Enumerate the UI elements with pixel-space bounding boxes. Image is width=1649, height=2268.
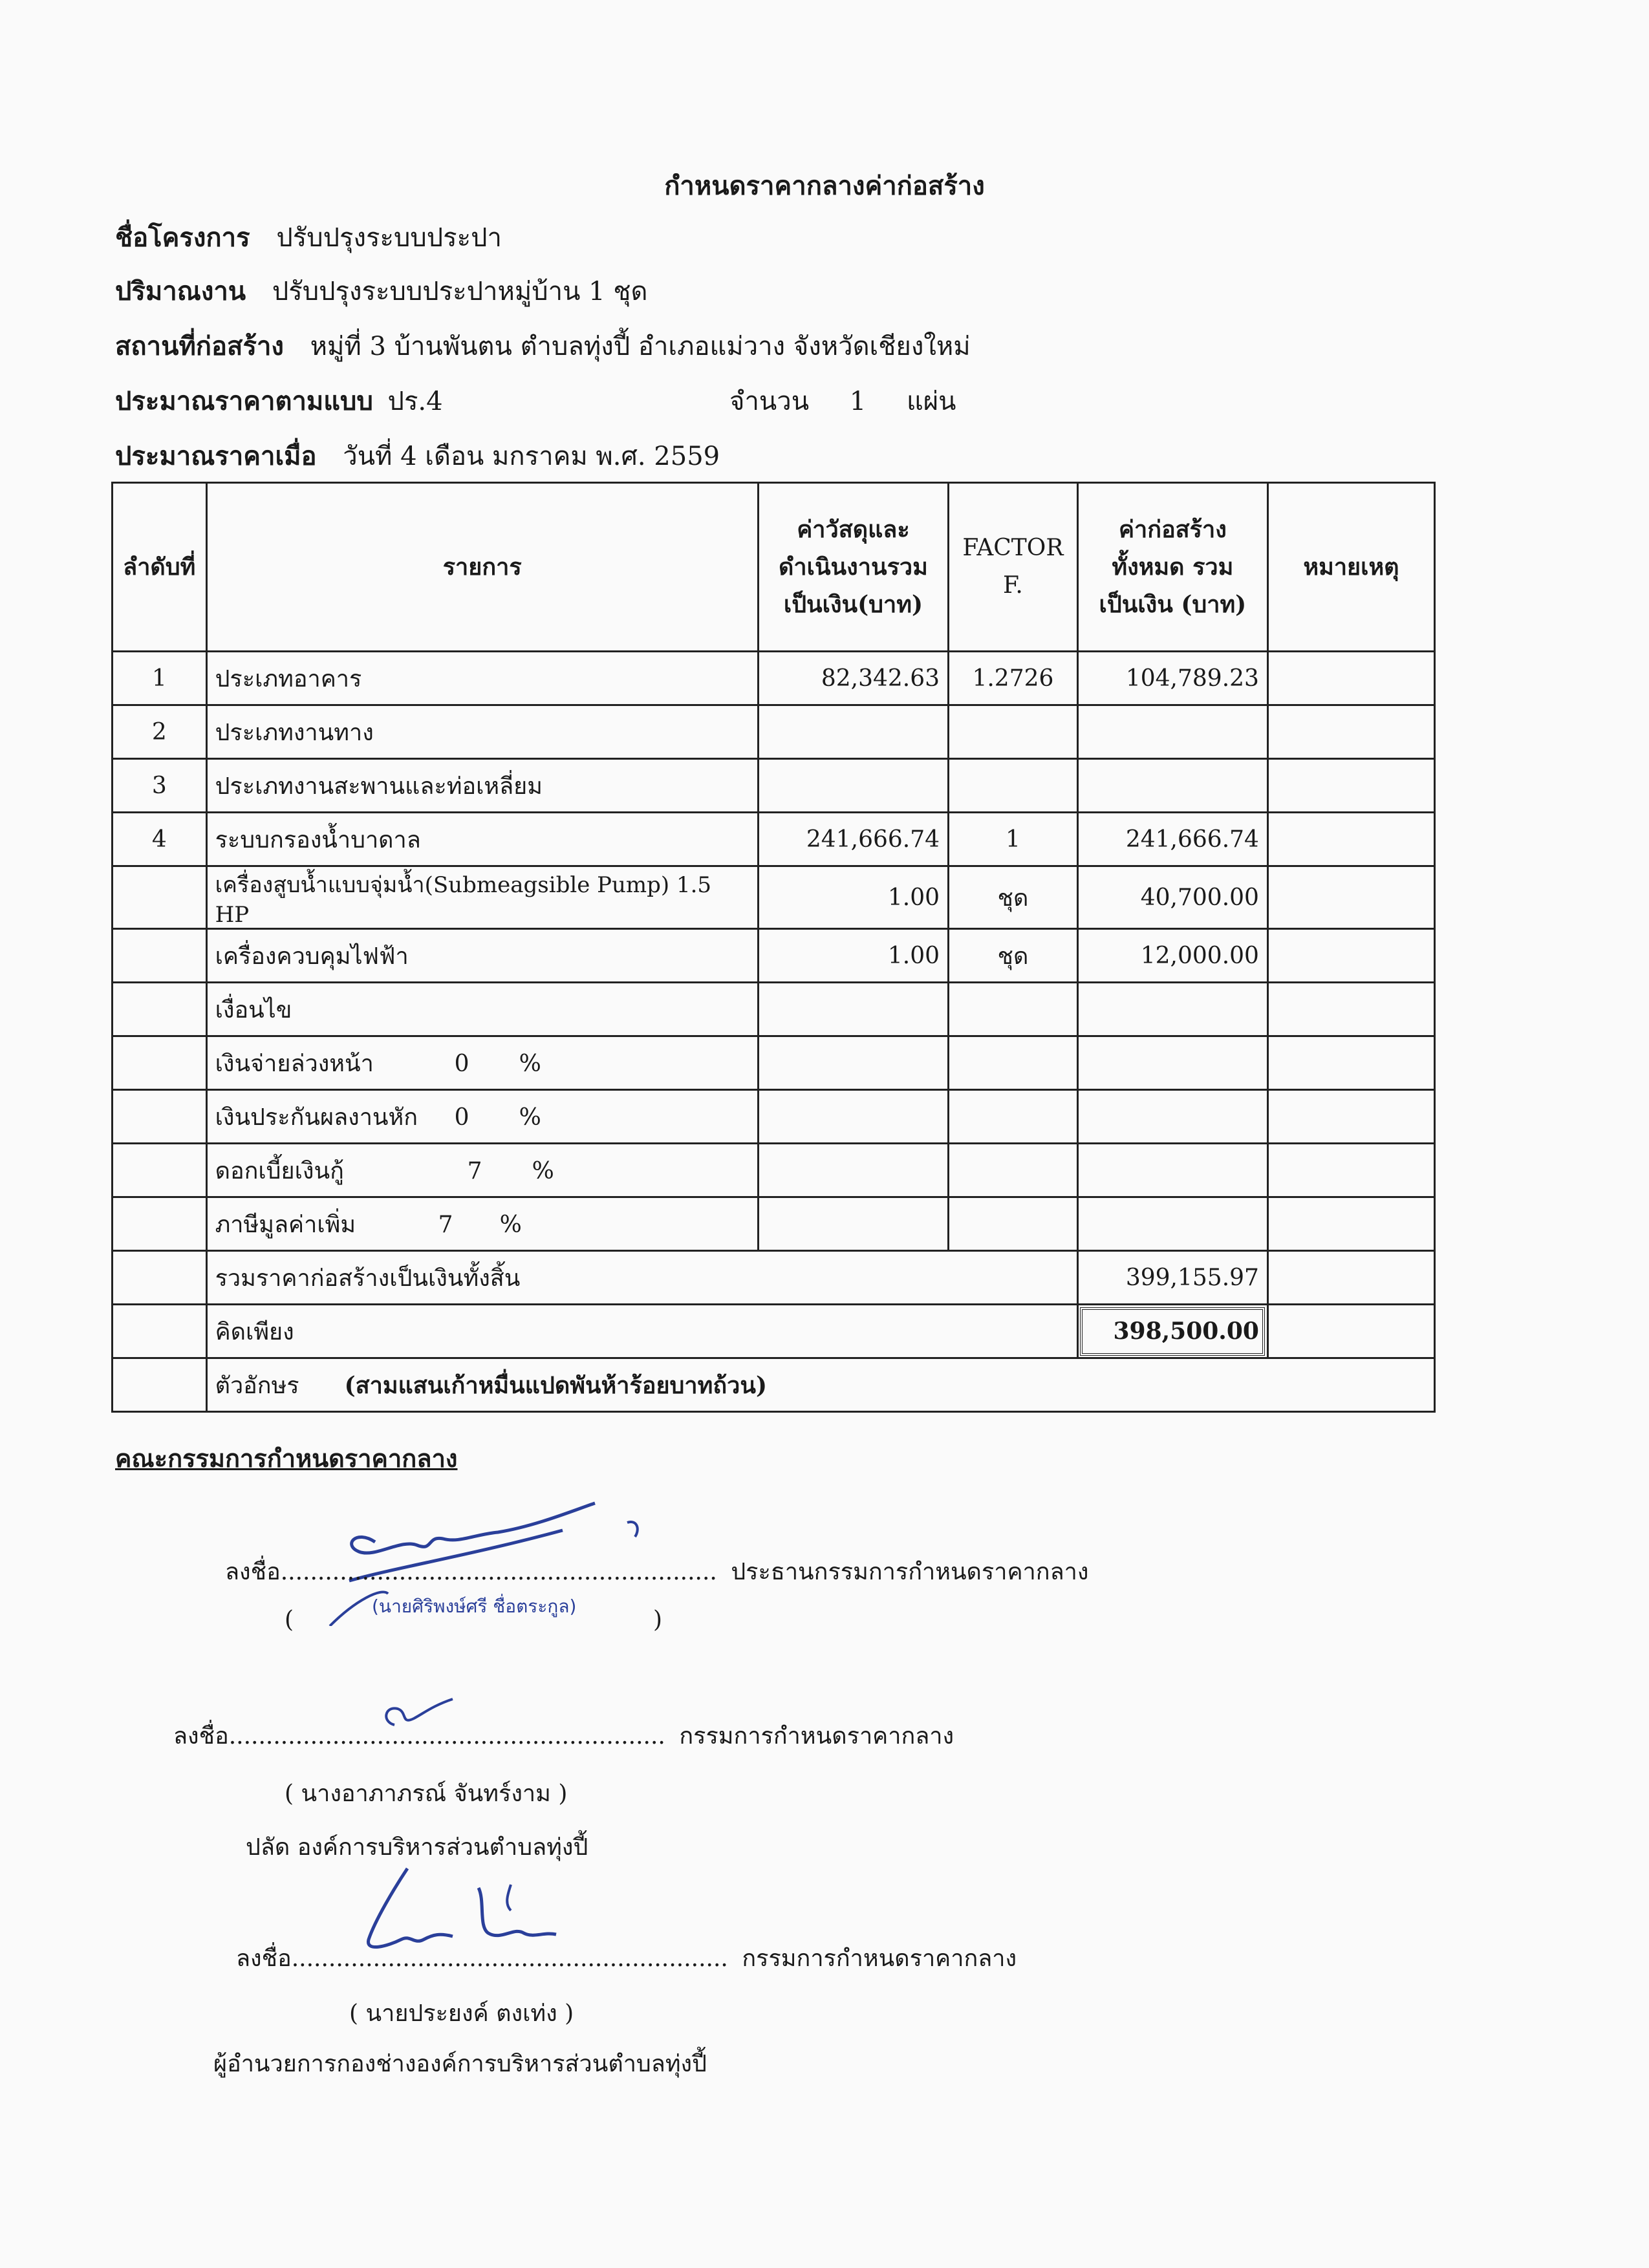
- committee-title: คณะกรรมการกำหนดราคากลาง: [115, 1444, 458, 1473]
- sheet-count-unit: แผ่น: [906, 387, 956, 416]
- table-row: 1 ประเภทอาคาร 82,342.63 1.2726 104,789.23: [113, 652, 1435, 705]
- sum-row: รวมราคาก่อสร้างเป็นเงินทั้งสิ้น 399,155.97: [113, 1251, 1435, 1305]
- table-row: 3 ประเภทงานสะพานและท่อเหลี่ยม: [113, 759, 1435, 813]
- project-value: ปรับปรุงระบบประปา: [276, 223, 502, 253]
- conditions-row: เงื่อนไข: [113, 983, 1435, 1036]
- member1-name: ( นางอาภาภรณ์ จันทร์งาม ): [285, 1781, 568, 1807]
- chair-sign-line: ลงชื่อ........................................................... ประธานกรรมการกำหนดราคากลาง: [225, 1559, 1089, 1585]
- quantity-value: ปรับปรุงระบบประปาหมู่บ้าน 1 ชุด: [272, 277, 648, 306]
- estimate-date-line: [115, 435, 720, 476]
- header-material: ค่าวัสดุและ ดำเนินงานรวม เป็นเงิน(บาท): [758, 483, 948, 652]
- table-row: 4 ระบบกรองน้ำบาดาล 241,666.74 1 241,666.74: [113, 813, 1435, 866]
- location-value: หมู่ที่ 3 บ้านพันตน ตำบลทุ่งปี้ อำเภอแม่วาง จังหวัดเชียงใหม่: [310, 332, 971, 361]
- header-factor: FACTOR F.: [949, 483, 1078, 652]
- rounded-value: 398,500.00: [1077, 1305, 1267, 1358]
- amount-in-words: (สามแสนเก้าหมื่นแปดพันห้าร้อยบาทถ้วน): [344, 1371, 767, 1399]
- project-label: ชื่อโครงการ: [115, 222, 250, 253]
- words-row: ตัวอักษร (สามแสนเก้าหมื่นแปดพันห้าร้อยบาทถ้วน): [113, 1358, 1435, 1412]
- header-item: รายการ: [206, 483, 758, 652]
- price-table: [111, 482, 1436, 1413]
- estimate-date-value: วันที่ 4 เดือน มกราคม พ.ศ. 2559: [343, 442, 720, 471]
- chair-role: ประธานกรรมการกำหนดราคากลาง: [731, 1559, 1089, 1585]
- chair-close-paren: ): [653, 1607, 663, 1633]
- condition-row: ภาษีมูลค่าเพิ่ม 7 %: [113, 1197, 1435, 1251]
- member2-position: ผู้อำนวยการกองช่างองค์การบริหารส่วนตำบลทุ่งปี้: [213, 2051, 707, 2077]
- sum-value: 399,155.97: [1077, 1251, 1267, 1305]
- table-row: เครื่องสูบน้ำแบบจุ่มน้ำ(Submeagsible Pump) 1.5 HP 1.00 ชุด 40,700.00: [113, 866, 1435, 929]
- condition-row: เงินประกันผลงานหัก 0 %: [113, 1090, 1435, 1144]
- estimate-form-value: ปร.4: [387, 387, 443, 416]
- member1-position: ปลัด องค์การบริหารส่วนตำบลทุ่งปี้: [246, 1834, 588, 1861]
- member2-name: ( นายประยงค์ ตงเท่ง ): [349, 2000, 574, 2027]
- condition-row: เงินจ่ายล่วงหน้า 0 %: [113, 1036, 1435, 1090]
- estimate-form-line: [115, 380, 443, 422]
- location-label: สถานที่ก่อสร้าง: [115, 331, 284, 361]
- member2-sign-line: ลงชื่อ........................................................... กรรมการกำหนดราคากลาง: [236, 1945, 1017, 1972]
- quantity-label: ปริมาณงาน: [115, 276, 246, 306]
- table-row: 2 ประเภทงานทาง: [113, 705, 1435, 759]
- header-no: ลำดับที่: [113, 483, 207, 652]
- location-line: [115, 325, 971, 367]
- member2-role: กรรมการกำหนดราคากลาง: [742, 1945, 1017, 1972]
- header-total: ค่าก่อสร้าง ทั้งหมด รวม เป็นเงิน (บาท): [1077, 483, 1267, 652]
- table-row: เครื่องควบคุมไฟฟ้า 1.00 ชุด 12,000.00: [113, 929, 1435, 983]
- project-line: [115, 217, 502, 258]
- quantity-line: [115, 270, 647, 312]
- header-note: หมายเหตุ: [1267, 483, 1434, 652]
- sheet-count: [729, 380, 956, 422]
- condition-row: ดอกเบี้ยเงินกู้ 7 %: [113, 1144, 1435, 1197]
- rounded-row: คิดเพียง 398,500.00: [113, 1305, 1435, 1358]
- chair-open-paren: (: [285, 1607, 294, 1633]
- member1-role: กรรมการกำหนดราคากลาง: [679, 1723, 954, 1749]
- estimate-date-label: ประมาณราคาเมื่อ: [115, 441, 317, 471]
- document-title: กำหนดราคากลางค่าก่อสร้าง: [664, 171, 985, 201]
- estimate-form-label: ประมาณราคาตามแบบ: [115, 386, 373, 416]
- member1-sign-line: ลงชื่อ........................................................... กรรมการกำหนดราคากลาง: [173, 1723, 954, 1749]
- chair-name-stamp: (นายศิริพงษ์ศรี ชื่อตระกูล): [372, 1596, 577, 1617]
- sheet-count-label: จำนวน: [729, 387, 810, 416]
- sheet-count-value: 1: [849, 387, 867, 416]
- table-header-row: [113, 483, 1435, 652]
